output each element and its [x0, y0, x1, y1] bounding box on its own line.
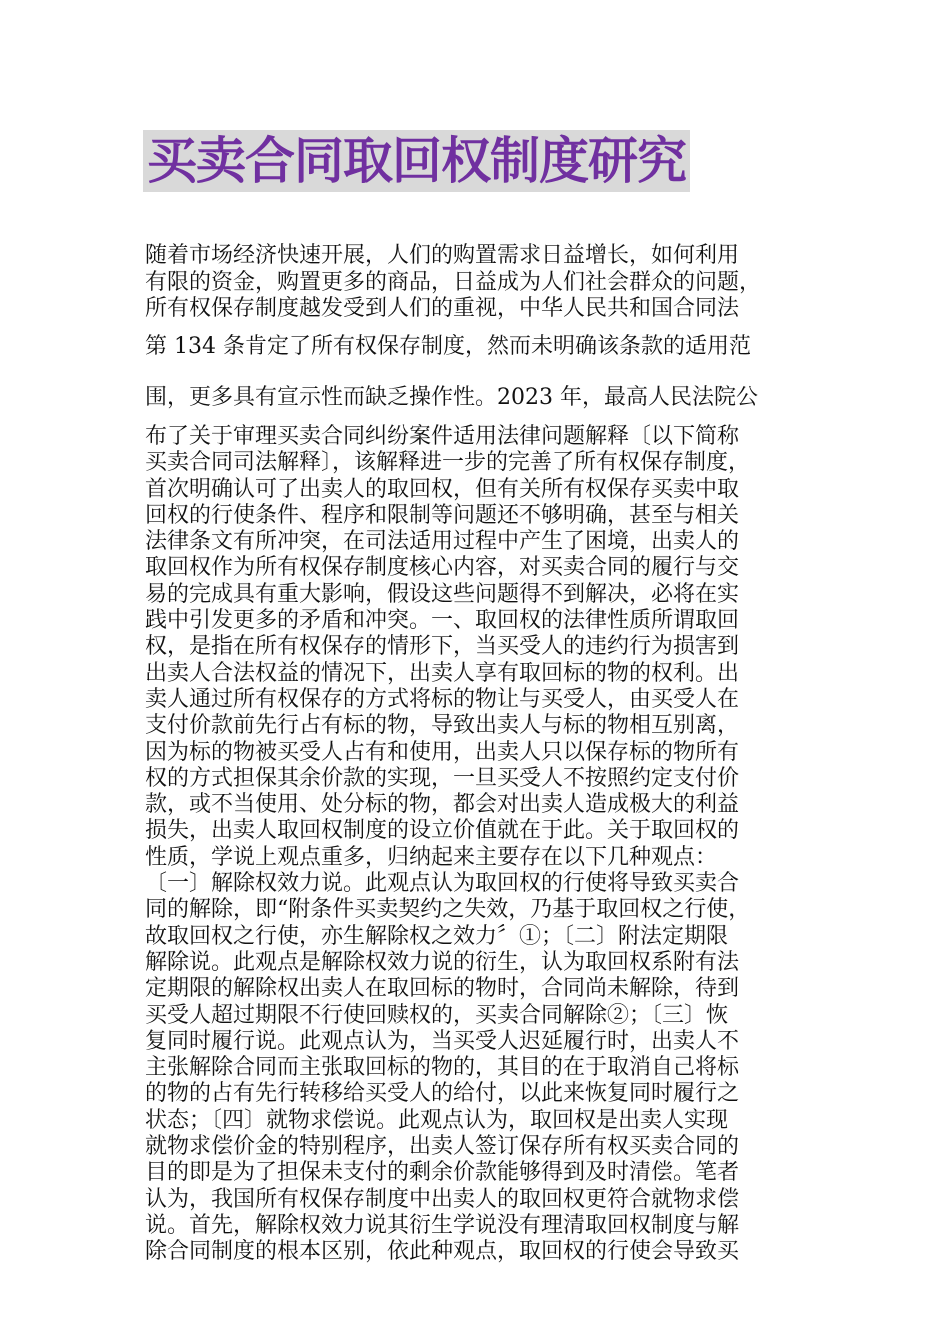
- text-line: 解除说。此观点是解除权效力说的衍生，认为取回权系附有法: [145, 949, 740, 975]
- text-line: 第 134 条肯定了所有权保存制度，然而未明确该条款的适用范: [145, 334, 751, 359]
- text-line: 的物的占有先行转移给买受人的给付，以此来恢复同时履行之: [145, 1081, 740, 1107]
- title-highlight: [143, 130, 690, 192]
- text-line: 复同时履行说。此观点认为，当买受人迟延履行时，出卖人不: [145, 1028, 740, 1054]
- text-line: 就物求偿价金的特别程序，出卖人签订保存所有权买卖合同的: [145, 1134, 740, 1160]
- text-line: 践中引发更多的矛盾和冲突。一、取回权的法律性质所谓取回: [145, 608, 740, 634]
- text-line: 法律条文有所冲突，在司法适用过程中产生了困境，出卖人的: [145, 529, 740, 555]
- text-line: 性质，学说上观点重多，归纳起来主要存在以下几种观点：: [145, 844, 718, 870]
- text-line: 损失，出卖人取回权制度的设立价值就在于此。关于取回权的: [145, 818, 740, 844]
- text-line: 同的解除，即“附条件买卖契约之失效，乃基于取回权之行使，: [145, 897, 751, 923]
- text-line: 定期限的解除权出卖人在取回标的物时，合同尚未解除，待到: [145, 976, 740, 1002]
- text-line: 状态；〔四〕就物求偿说。此观点认为，取回权是出卖人实现: [145, 1107, 729, 1133]
- text-line: 〔一〕解除权效力说。此观点认为取回权的行使将导致买卖合: [145, 871, 740, 897]
- text-line: 首次明确认可了出卖人的取回权，但有关所有权保存买卖中取: [145, 476, 740, 502]
- paragraph-1: [145, 243, 815, 323]
- text-line: 随着市场经济快速开展，人们的购置需求日益增长，如何利用: [145, 243, 740, 268]
- text-line: 除合同制度的根本区别，依此种观点，取回权的行使会导致买: [145, 1239, 740, 1265]
- text-line: 围，更多具有宣示性而缺乏操作性。2023 年，最高人民法院公: [145, 385, 758, 410]
- paragraph-4: [145, 424, 815, 1266]
- text-line: 目的即是为了担保未支付的剩余价款能够得到及时清偿。笔者: [145, 1160, 740, 1186]
- text-line: 布了关于审理买卖合同纠纷案件适用法律问题解释〔以下简称: [145, 424, 740, 449]
- text-line: 取回权作为所有权保存制度核心内容，对买卖合同的履行与交: [145, 555, 740, 581]
- text-line: 因为标的物被买受人占有和使用，出卖人只以保存标的物所有: [145, 739, 740, 765]
- text-line: 出卖人合法权益的情况下，出卖人享有取回标的物的权利。出: [145, 660, 740, 686]
- text-line: 主张解除合同而主张取回标的物的，其目的在于取消自己将标: [145, 1055, 740, 1081]
- text-line: 认为，我国所有权保存制度中出卖人的取回权更符合就物求偿: [145, 1186, 740, 1212]
- text-line: 买卖合同司法解释〕，该解释进一步的完善了所有权保存制度，: [145, 450, 751, 476]
- paragraph-2: [145, 334, 815, 361]
- text-line: 说。首先，解除权效力说其衍生学说没有理清取回权制度与解: [145, 1212, 740, 1238]
- text-line: 故取回权之行使，亦生解除权之效力〞①；〔二〕附法定期限: [145, 923, 729, 949]
- text-line: 支付价款前先行占有标的物，导致出卖人与标的物相互别离，: [145, 713, 740, 739]
- text-line: 权，是指在所有权保存的情形下，当买受人的违约行为损害到: [145, 634, 740, 660]
- text-line: 卖人通过所有权保存的方式将标的物让与买受人，由买受人在: [145, 686, 740, 712]
- text-line: 回权的行使条件、程序和限制等问题还不够明确，甚至与相关: [145, 502, 740, 528]
- paragraph-3: [145, 385, 815, 412]
- text-line: 所有权保存制度越发受到人们的重视，中华人民共和国合同法: [145, 296, 740, 321]
- text-line: 款，或不当使用、处分标的物，都会对出卖人造成极大的利益: [145, 792, 740, 818]
- text-line: 权的方式担保其余价款的实现，一旦买受人不按照约定支付价: [145, 765, 740, 791]
- text-line: 买受人超过期限不行使回赎权的，买卖合同解除②；〔三〕恢: [145, 1002, 729, 1028]
- text-line: 有限的资金，购置更多的商品，日益成为人们社会群众的问题，: [145, 269, 762, 295]
- document-title: 买卖合同取回权制度研究: [147, 132, 686, 190]
- text-line: 易的完成具有重大影响，假设这些问题得不到解决，必将在实: [145, 581, 740, 607]
